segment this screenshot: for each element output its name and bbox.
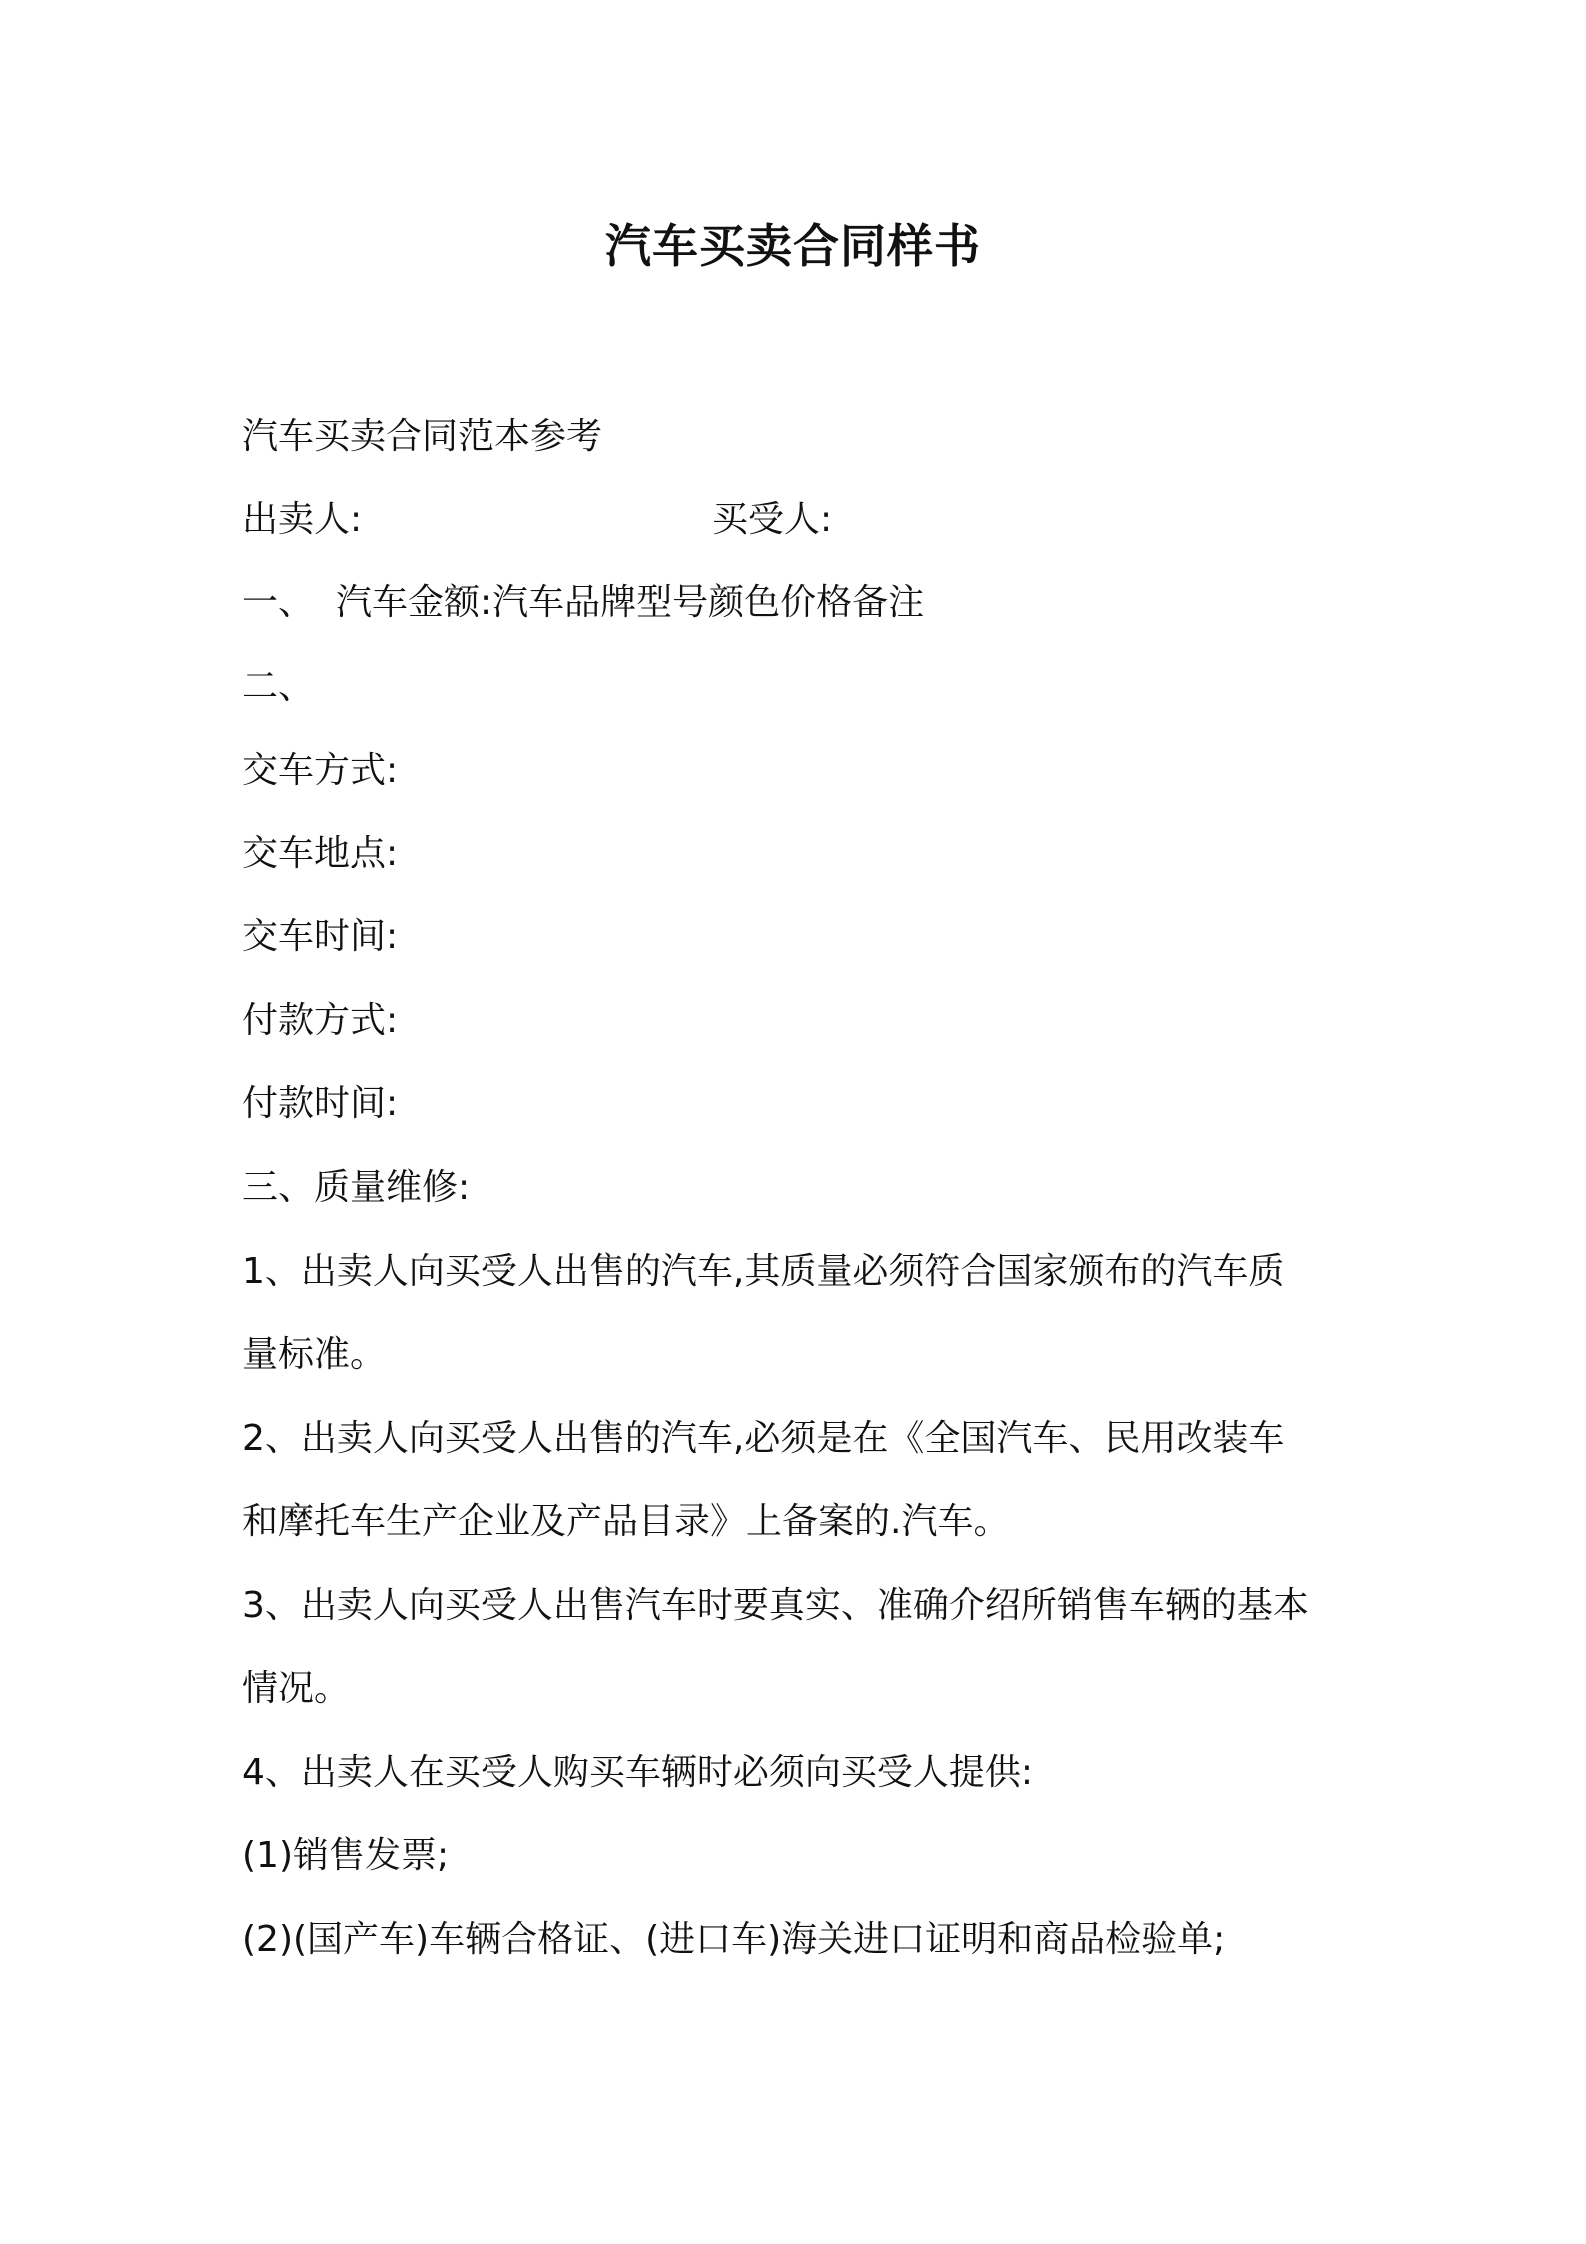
item4-sub1: (1)销售发票; — [242, 1835, 450, 1876]
section1-line — [242, 578, 924, 628]
item1-line2: 量标准。 — [242, 1334, 387, 1375]
payment-method: 付款方式: — [242, 1000, 399, 1041]
item1-line1: 1、出卖人向买受人出售的汽车,其质量必须符合国家颁布的汽车质 — [242, 1251, 1285, 1292]
seller-label: 出卖人: — [242, 499, 363, 540]
delivery-location: 交车地点: — [242, 833, 399, 874]
section1-text: 汽车金额:汽车品牌型号颜色价格备注 — [336, 582, 925, 623]
section2-number: 二、 — [242, 666, 315, 707]
parties-line — [242, 495, 832, 545]
delivery-method: 交车方式: — [242, 750, 399, 791]
section3-heading: 三、质量维修: — [242, 1167, 471, 1208]
buyer-label: 买受人: — [712, 499, 833, 540]
item4-text: 4、出卖人在买受人购买车辆时必须向买受人提供: — [242, 1752, 1034, 1793]
item2-line2: 和摩托车生产企业及产品目录》上备案的.汽车。 — [242, 1501, 1010, 1542]
item4-sub2: (2)(国产车)车辆合格证、(进口车)海关进口证明和商品检验单; — [242, 1919, 1226, 1960]
section1-number: 一、 — [242, 582, 315, 623]
payment-time: 付款时间: — [242, 1083, 399, 1124]
delivery-time: 交车时间: — [242, 916, 399, 957]
item3-line2: 情况。 — [242, 1668, 351, 1709]
item3-line1: 3、出卖人向买受人出售汽车时要真实、准确介绍所销售车辆的基本 — [242, 1585, 1309, 1626]
document-title: 汽车买卖合同样书 — [605, 219, 981, 273]
item2-line1: 2、出卖人向买受人出售的汽车,必须是在《全国汽车、民用改装车 — [242, 1418, 1285, 1459]
document-subtitle: 汽车买卖合同范本参考 — [242, 416, 603, 457]
